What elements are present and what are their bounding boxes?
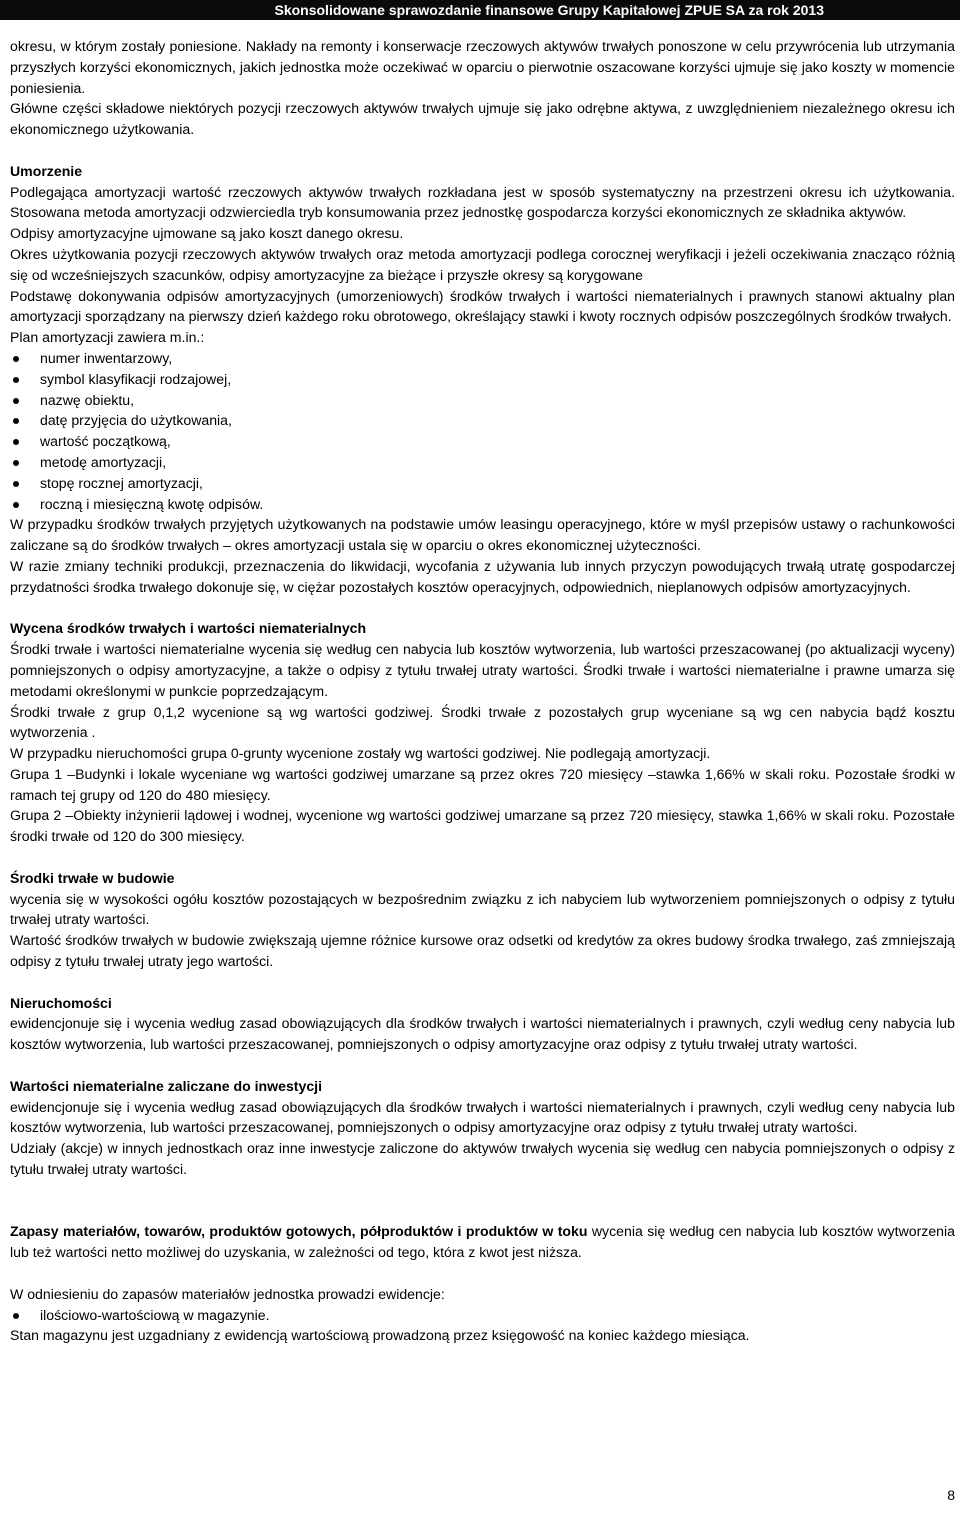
list-item: wartość początkową, (10, 431, 955, 452)
paragraph: Wartość środków trwałych w budowie zwiększają ujemne różnice kursowe oraz odsetki od kredytów za okres budowy środka trwałego, zaś zmniejszają odpisy z tytułu trwałej utraty jego wartości. (10, 932, 955, 970)
list-item: roczną i miesięczną kwotę odpisów. (10, 494, 955, 515)
list-item: datę przyjęcia do użytkowania, (10, 410, 955, 431)
spacer (10, 1263, 955, 1284)
paragraph: Podstawę dokonywania odpisów amortyzacyjnych (umorzeniowych) środków trwałych i wartości niematerialnych i prawnych stanowi aktualny plan amortyzacji sporządzany na pierwszy dzień każdego roku obrotowego, określający stawki i kwoty rocznych odpisów poszczególnych środków trwałych. (10, 287, 955, 325)
paragraph-text: wycenia się według cen nabycia lub kosztów wytworzenia lub też wartości netto możliwej do uzyskania, w zależności od tego, która z kwot jest niższa. (10, 1223, 955, 1261)
section-heading-zapasy: Zapasy materiałów, towarów, produktów gotowych, półproduktów i produktów w toku (10, 1223, 588, 1240)
bullet-list-plan-amortyzacji (10, 348, 955, 514)
bullet-list-ewidencja (10, 1305, 955, 1326)
section-heading-wycena: Wycena środków trwałych i wartości niematerialnych (10, 620, 367, 637)
spacer (10, 140, 955, 161)
section-heading-wartosci-niematerialne: Wartości niematerialne zaliczane do inwestycji (10, 1077, 322, 1094)
paragraph: Grupa 2 –Obiekty inżynierii lądowej i wodnej, wycenione wg wartości godziwej umarzane są przez 720 miesięcy, stawka 1,66% w skali roku. Pozostałe środki trwałe od 120 do 300 miesięcy. (10, 807, 955, 845)
paragraph: W przypadku środków trwałych przyjętych użytkowanych na podstawie umów leasingu operacyjnego, które w myśl przepisów ustawy o rachunkowości zaliczane są do środków trwałych – okres amortyzacji ustala się w oparciu o okres ekonomicznej użyteczności. (10, 516, 955, 554)
section-heading-budowa: Środki trwałe w budowie (10, 869, 175, 886)
paragraph: Podlegająca amortyzacji wartość rzeczowych aktywów trwałych rozkładana jest w sposób systematyczny na przestrzeni okresu ich użytkowania. Stosowana metoda amortyzacji odzwierciedla tryb konsumowania przez jednostkę gospodarcza korzyści ekonomicznych ze składnika aktywów. (10, 183, 955, 221)
paragraph: ewidencjonuje się i wycenia według zasad obowiązujących dla środków trwałych i wartości niematerialnych i prawnych, czyli według ceny nabycia lub kosztów wytworzenia, lub wartości przeszacowanej, pomniejszonych o odpisy amortyzacyjne oraz odpisy z tytułu trwałej utraty wartości. (10, 1098, 955, 1136)
list-item: nazwę obiektu, (10, 390, 955, 411)
document-body (10, 36, 955, 1346)
paragraph: W przypadku nieruchomości grupa 0-grunty wycenione zostały wg wartości godziwej. Nie podlegają amortyzacji. (10, 745, 711, 762)
paragraph: Główne części składowe niektórych pozycji rzeczowych aktywów trwałych ujmuje się jako odrębne aktywa, z uwzględnieniem niezależnego okresu ich ekonomicznego użytkowania. (10, 100, 955, 138)
spacer (10, 1180, 955, 1222)
list-item: stopę rocznej amortyzacji, (10, 473, 955, 494)
document-header (0, 0, 960, 20)
page-number: 8 (947, 1487, 955, 1503)
paragraph: Odpisy amortyzacyjne ujmowane są jako koszt danego okresu. (10, 225, 404, 242)
paragraph: Stan magazynu jest uzgadniany z ewidencją wartościową prowadzoną przez księgowość na koniec każdego miesiąca. (10, 1327, 750, 1344)
paragraph: Udziały (akcje) w innych jednostkach oraz inne inwestycje zaliczone do aktywów trwałych wycenia się według cen nabycia pomniejszonych o odpisy z tytułu trwałej utraty wartości. (10, 1140, 955, 1178)
spacer (10, 972, 955, 993)
section-heading-nieruchomosci: Nieruchomości (10, 994, 112, 1011)
paragraph: wycenia się w wysokości ogółu kosztów pozostających w bezpośrednim związku z ich nabyciem lub wytworzeniem pomniejszonych o odpisy z tytułu trwałej utraty wartości. (10, 890, 955, 928)
header-title: Skonsolidowane sprawozdanie finansowe Grupy Kapitałowej ZPUE SA za rok 2013 (274, 2, 824, 18)
spacer (10, 598, 955, 619)
paragraph: Środki trwałe z grup 0,1,2 wycenione są wg wartości godziwej. Środki trwałe z pozostałych grup wyceniane są wg cen nabycia bądź kosztu wytworzenia . (10, 703, 955, 741)
list-item: metodę amortyzacji, (10, 452, 955, 473)
paragraph: ewidencjonuje się i wycenia według zasad obowiązujących dla środków trwałych i wartości niematerialnych i prawnych, czyli według ceny nabycia lub kosztów wytworzenia, lub wartości przeszacowanej, pomniejszonych o odpisy amortyzacyjne oraz odpisy z tytułu trwałej utraty wartości. (10, 1015, 955, 1053)
list-item: symbol klasyfikacji rodzajowej, (10, 369, 955, 390)
paragraph: Plan amortyzacji zawiera m.in.: (10, 329, 205, 346)
section-heading-umorzenie: Umorzenie (10, 162, 83, 179)
paragraph: Okres użytkowania pozycji rzeczowych aktywów trwałych oraz metoda amortyzacji podlega corocznej weryfikacji i jeżeli oczekiwania znacząco różnią się od wcześniejszych szacunków, odpisy amortyzacyjne za bieżące i przyszłe okresy są korygowane (10, 245, 955, 283)
spacer (10, 847, 955, 868)
spacer (10, 1055, 955, 1076)
paragraph: W razie zmiany techniki produkcji, przeznaczenia do likwidacji, wycofania z używania lub innych przyczyn powodujących trwałą utratę gospodarczej przydatności środka trwałego dokonuje się, w ciężar pozostałych kosztów operacyjnych, odpowiednich, nieplanowych odpisów amortyzacyjnych. (10, 557, 955, 595)
paragraph: Grupa 1 –Budynki i lokale wyceniane wg wartości godziwej umarzane są przez okres 720 miesięcy –stawka 1,66% w skali roku. Pozostałe środki w ramach tej grupy od 120 do 480 miesięcy. (10, 765, 955, 803)
list-item: ilościowo-wartościową w magazynie. (10, 1305, 955, 1326)
list-item: numer inwentarzowy, (10, 348, 955, 369)
paragraph: Środki trwałe i wartości niematerialne wycenia się według cen nabycia lub kosztów wytworzenia, lub wartości przeszacowanej (po aktualizacji wyceny) pomniejszonych o odpisy amortyzacyjne, a także o odpisy z tytułu trwałej utraty wartości. Środki trwałe i wartości niematerialne i prawne umarza się metodami określonymi w punkcie poprzedzającym. (10, 641, 955, 699)
paragraph-zapasy (10, 1221, 955, 1263)
paragraph: okresu, w którym zostały poniesione. Nakłady na remonty i konserwacje rzeczowych aktywów trwałych ponoszone w celu przywrócenia lub utrzymania przyszłych korzyści ekonomicznych, jakich jednostka może oczekiwać w oparciu o pierwotnie oszacowane korzyści ujmuje się jako koszty w momencie poniesienia. (10, 38, 955, 96)
paragraph: W odniesieniu do zapasów materiałów jednostka prowadzi ewidencje: (10, 1285, 445, 1302)
